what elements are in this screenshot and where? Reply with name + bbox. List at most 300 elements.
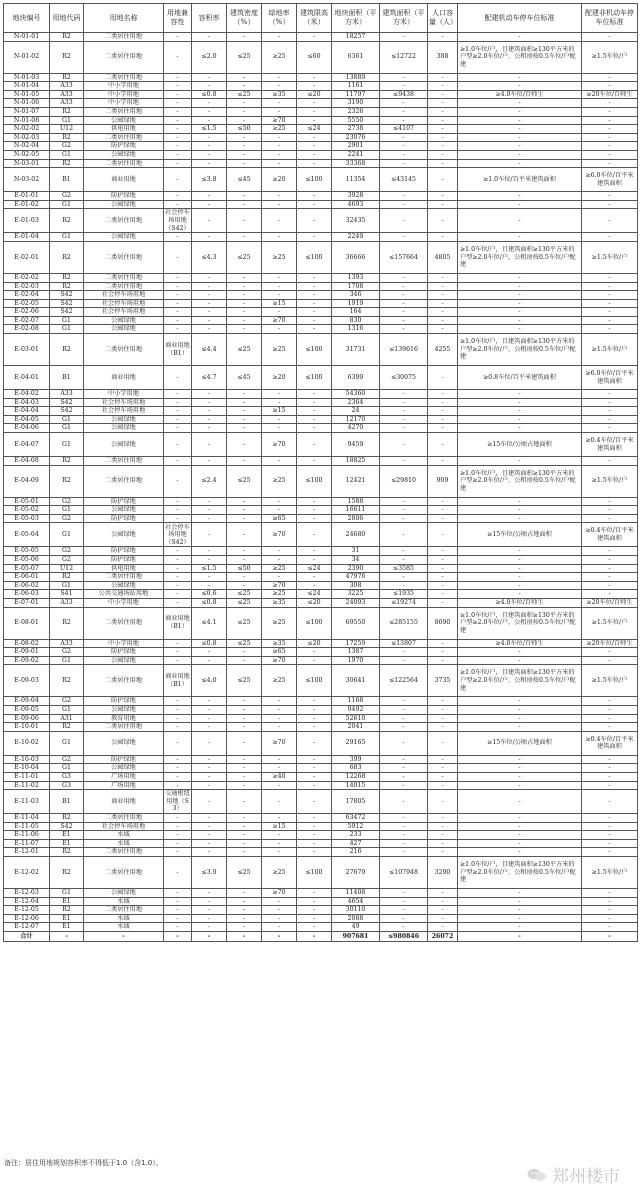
table-cell: - <box>262 923 297 932</box>
table-cell: 商业用地 <box>84 366 164 390</box>
table-cell: - <box>458 133 582 142</box>
table-cell: - <box>262 547 297 556</box>
table-cell: 47976 <box>332 573 380 582</box>
table-cell: - <box>164 200 192 209</box>
table-cell: - <box>380 133 428 142</box>
table-cell: A33 <box>50 598 84 607</box>
table-row <box>4 159 638 168</box>
table-cell: - <box>192 648 227 657</box>
table-cell: - <box>227 82 262 91</box>
table-cell: 广场用地 <box>84 781 164 790</box>
table-cell: - <box>262 33 297 42</box>
table-cell: - <box>164 241 192 273</box>
table-cell: - <box>164 656 192 665</box>
table-cell: - <box>227 781 262 790</box>
table-cell: - <box>164 150 192 159</box>
table-cell: - <box>297 82 332 91</box>
table-cell: 3928 <box>332 192 380 201</box>
table-cell: 公园绿地 <box>84 116 164 125</box>
table-cell: - <box>582 282 638 291</box>
table-cell: 社会停车场用地 <box>84 308 164 317</box>
table-cell: S42 <box>50 291 84 300</box>
table-cell: 36666 <box>332 241 380 273</box>
table-cell: - <box>262 192 297 201</box>
table-cell: - <box>297 457 332 466</box>
table-cell: - <box>582 308 638 317</box>
table-cell: ≤20 <box>297 639 332 648</box>
table-cell: - <box>164 564 192 573</box>
table-cell: - <box>582 814 638 823</box>
table-cell: - <box>380 714 428 723</box>
table-cell: - <box>380 648 428 657</box>
table-cell: G2 <box>50 755 84 764</box>
table-cell: 8690 <box>428 607 458 639</box>
table-cell: - <box>428 822 458 831</box>
table-cell: - <box>428 731 458 755</box>
table-cell: - <box>458 125 582 134</box>
table-cell: - <box>192 705 227 714</box>
table-cell: - <box>227 308 262 317</box>
table-cell: ≤24 <box>297 564 332 573</box>
table-cell: - <box>297 233 332 242</box>
table-cell: 水域 <box>84 831 164 840</box>
table-cell: ≤25 <box>227 465 262 497</box>
table-cell: - <box>297 192 332 201</box>
table-row <box>4 99 638 108</box>
table-cell: - <box>582 82 638 91</box>
table-cell: E-11-05 <box>4 822 50 831</box>
table-cell: - <box>164 398 192 407</box>
table-cell: - <box>192 772 227 781</box>
table-cell: ≤100 <box>297 607 332 639</box>
table-cell: - <box>262 325 297 334</box>
total-cell: - <box>192 932 227 942</box>
table-cell: ≤25 <box>227 665 262 697</box>
total-cell: - <box>582 932 638 942</box>
table-cell: - <box>582 415 638 424</box>
table-cell: - <box>458 82 582 91</box>
table-cell: - <box>428 200 458 209</box>
table-cell: - <box>458 705 582 714</box>
table-cell: G1 <box>50 764 84 773</box>
table-cell: - <box>262 142 297 151</box>
table-cell: ≤3.8 <box>192 168 227 192</box>
table-cell: - <box>192 73 227 82</box>
table-cell: 33368 <box>332 159 380 168</box>
table-cell: - <box>164 848 192 857</box>
table-cell: - <box>582 390 638 399</box>
table-row <box>4 407 638 416</box>
table-cell: - <box>458 772 582 781</box>
table-cell: - <box>458 316 582 325</box>
table-cell: 中小学用地 <box>84 82 164 91</box>
table-cell: ≥15 <box>262 299 297 308</box>
table-cell: - <box>428 914 458 923</box>
table-cell: E-08-02 <box>4 639 50 648</box>
table-cell: - <box>227 299 262 308</box>
table-cell: ≤25 <box>227 334 262 366</box>
table-cell: - <box>227 506 262 515</box>
table-cell: ≥70 <box>262 433 297 457</box>
table-cell: ≤24 <box>297 590 332 599</box>
table-cell: - <box>164 233 192 242</box>
table-cell: 1970 <box>332 656 380 665</box>
table-cell: - <box>380 282 428 291</box>
table-cell: - <box>192 897 227 906</box>
table-cell: - <box>380 159 428 168</box>
table-cell: - <box>582 398 638 407</box>
table-cell: - <box>164 168 192 192</box>
table-cell: - <box>380 233 428 242</box>
table-cell: - <box>164 506 192 515</box>
table-cell: - <box>582 325 638 334</box>
table-cell: - <box>428 497 458 506</box>
table-cell: - <box>227 116 262 125</box>
table-cell: E-12-03 <box>4 889 50 898</box>
table-cell: - <box>164 273 192 282</box>
table-cell: E-11-01 <box>4 772 50 781</box>
table-cell: - <box>297 839 332 848</box>
table-cell: - <box>428 116 458 125</box>
table-row <box>4 457 638 466</box>
table-cell: - <box>380 889 428 898</box>
table-cell: - <box>192 848 227 857</box>
table-cell: - <box>458 848 582 857</box>
table-cell: - <box>458 273 582 282</box>
table-cell: 683 <box>332 764 380 773</box>
table-cell: ≤25 <box>227 41 262 73</box>
table-cell: 二类居住用地 <box>84 133 164 142</box>
column-header: 绿地率（%） <box>262 4 297 33</box>
table-cell: E-01-03 <box>4 209 50 233</box>
table-cell: E-04-09 <box>4 465 50 497</box>
table-cell: E-07-01 <box>4 598 50 607</box>
table-cell: ≤25 <box>227 598 262 607</box>
table-cell: S42 <box>50 299 84 308</box>
table-row <box>4 914 638 923</box>
table-cell: 社会停车场用地 <box>84 822 164 831</box>
table-cell: ≥1.5车位/户 <box>582 857 638 889</box>
table-cell: N-01-05 <box>4 90 50 99</box>
table-row <box>4 514 638 523</box>
table-cell: G1 <box>50 233 84 242</box>
table-cell: ≤12722 <box>380 41 428 73</box>
table-cell: - <box>227 523 262 547</box>
table-cell: - <box>428 523 458 547</box>
table-cell: - <box>458 299 582 308</box>
table-cell: A31 <box>50 714 84 723</box>
table-body <box>4 33 638 932</box>
table-cell: - <box>192 325 227 334</box>
table-cell: - <box>458 723 582 732</box>
table-cell: 供电用地 <box>84 125 164 134</box>
table-cell: ≤9438 <box>380 90 428 99</box>
table-cell: 24680 <box>332 523 380 547</box>
table-cell: - <box>458 73 582 82</box>
table-cell: ≥1.5车位/户 <box>582 607 638 639</box>
table-cell: - <box>380 772 428 781</box>
table-cell: G3 <box>50 781 84 790</box>
table-cell: 二类居住用地 <box>84 465 164 497</box>
table-cell: - <box>428 547 458 556</box>
table-cell: ≥0.4车位/百平米建筑面积 <box>582 731 638 755</box>
table-cell: - <box>428 781 458 790</box>
table-cell: - <box>262 233 297 242</box>
table-cell: G1 <box>50 581 84 590</box>
table-cell: - <box>582 200 638 209</box>
table-cell: - <box>192 398 227 407</box>
table-cell: - <box>192 433 227 457</box>
table-cell: - <box>192 764 227 773</box>
table-cell: ≤3585 <box>380 564 428 573</box>
table-cell: ≤100 <box>297 465 332 497</box>
table-cell: - <box>582 99 638 108</box>
table-cell: ≥15车位/公顷占地面积 <box>458 433 582 457</box>
table-cell: 中小学用地 <box>84 390 164 399</box>
table-cell: 3190 <box>332 99 380 108</box>
table-cell: - <box>164 697 192 706</box>
table-cell: - <box>227 723 262 732</box>
table-cell: - <box>297 142 332 151</box>
table-cell: - <box>428 168 458 192</box>
table-cell: 二类居住用地 <box>84 906 164 915</box>
table-cell: 16611 <box>332 506 380 515</box>
table-cell: ≥70 <box>262 581 297 590</box>
table-row <box>4 192 638 201</box>
table-cell: - <box>380 814 428 823</box>
table-cell: N-01-08 <box>4 116 50 125</box>
table-cell: G1 <box>50 415 84 424</box>
table-cell: - <box>582 457 638 466</box>
table-cell: - <box>192 923 227 932</box>
table-cell: ≥1.5车位/户 <box>582 334 638 366</box>
table-cell: - <box>428 150 458 159</box>
table-cell: - <box>380 150 428 159</box>
table-cell: - <box>458 99 582 108</box>
table-cell: G2 <box>50 497 84 506</box>
table-cell: - <box>428 233 458 242</box>
table-cell: ≥15 <box>262 822 297 831</box>
table-cell: - <box>380 705 428 714</box>
table-cell: - <box>262 424 297 433</box>
table-cell: 233 <box>332 831 380 840</box>
table-cell: ≤100 <box>297 857 332 889</box>
table-cell: - <box>262 133 297 142</box>
table-cell: - <box>164 514 192 523</box>
table-cell: - <box>262 398 297 407</box>
table-cell: E-10-02 <box>4 731 50 755</box>
table-cell: - <box>428 316 458 325</box>
table-cell: - <box>582 772 638 781</box>
table-cell: - <box>192 906 227 915</box>
table-cell: N-03-01 <box>4 159 50 168</box>
table-row <box>4 831 638 840</box>
table-cell: - <box>164 556 192 565</box>
table-cell: - <box>192 656 227 665</box>
table-cell: - <box>227 107 262 116</box>
table-cell: - <box>164 897 192 906</box>
table-cell: - <box>428 506 458 515</box>
table-cell: S41 <box>50 590 84 599</box>
table-cell: - <box>227 831 262 840</box>
table-cell: - <box>227 398 262 407</box>
table-cell: - <box>164 107 192 116</box>
table-cell: - <box>428 82 458 91</box>
table-cell: ≤45 <box>227 366 262 390</box>
table-cell: - <box>164 923 192 932</box>
table-row <box>4 839 638 848</box>
table-cell: - <box>164 366 192 390</box>
table-cell: - <box>297 390 332 399</box>
table-cell: - <box>458 308 582 317</box>
table-row <box>4 299 638 308</box>
table-cell: - <box>380 316 428 325</box>
table-cell: R2 <box>50 465 84 497</box>
table-cell: - <box>297 547 332 556</box>
table-cell: N-01-01 <box>4 33 50 42</box>
table-cell: ≥1.5车位/户 <box>582 41 638 73</box>
table-cell: - <box>192 573 227 582</box>
table-cell: - <box>164 316 192 325</box>
table-cell: 388 <box>428 41 458 73</box>
table-cell: - <box>458 291 582 300</box>
table-cell: ≥4.0车位/百师生 <box>458 639 582 648</box>
table-cell: - <box>164 598 192 607</box>
table-cell: - <box>227 848 262 857</box>
table-cell: - <box>164 457 192 466</box>
table-cell: - <box>227 200 262 209</box>
table-cell: ≥4.0车位/百师生 <box>458 598 582 607</box>
table-cell: E-06-02 <box>4 581 50 590</box>
table-cell: E-11-04 <box>4 814 50 823</box>
table-cell: 17259 <box>332 639 380 648</box>
table-cell: - <box>582 897 638 906</box>
table-cell: - <box>262 573 297 582</box>
table-cell: 公园绿地 <box>84 506 164 515</box>
table-cell: E-02-05 <box>4 299 50 308</box>
table-cell: - <box>458 506 582 515</box>
table-cell: 13889 <box>332 73 380 82</box>
table-cell: - <box>192 497 227 506</box>
table-row <box>4 723 638 732</box>
table-cell: 9492 <box>332 705 380 714</box>
table-cell: - <box>164 723 192 732</box>
table-cell: 1588 <box>332 497 380 506</box>
table-cell: - <box>428 514 458 523</box>
footnote: 备注：居住用地规划容积率不得低于1.0（含1.0）。 <box>4 1159 163 1167</box>
column-header: 建筑面积（平方米） <box>380 4 428 33</box>
table-cell: ≥25 <box>262 665 297 697</box>
table-cell: - <box>458 457 582 466</box>
table-cell: - <box>380 73 428 82</box>
table-cell: - <box>380 906 428 915</box>
table-cell: 49 <box>332 923 380 932</box>
table-cell: - <box>458 814 582 823</box>
table-cell: ≤0.8 <box>192 639 227 648</box>
table-cell: 2738 <box>332 125 380 134</box>
table-cell: - <box>164 822 192 831</box>
table-cell: - <box>164 390 192 399</box>
table-cell: - <box>164 299 192 308</box>
table-cell: - <box>297 848 332 857</box>
table-cell: - <box>164 192 192 201</box>
table-cell: - <box>428 814 458 823</box>
table-cell: N-01-04 <box>4 82 50 91</box>
table-cell: - <box>458 159 582 168</box>
table-cell: 2901 <box>332 142 380 151</box>
table-cell: G2 <box>50 514 84 523</box>
table-cell: R2 <box>50 814 84 823</box>
table-cell: - <box>192 814 227 823</box>
table-cell: - <box>297 291 332 300</box>
table-cell: - <box>458 790 582 814</box>
table-cell: - <box>164 497 192 506</box>
table-cell: ≥35 <box>262 598 297 607</box>
table-cell: - <box>227 897 262 906</box>
table-row <box>4 273 638 282</box>
table-cell: S42 <box>50 398 84 407</box>
table-cell: N-02-02 <box>4 125 50 134</box>
table-cell: ≥1.5车位/户 <box>582 241 638 273</box>
table-row <box>4 556 638 565</box>
table-cell: - <box>164 424 192 433</box>
table-cell: 909 <box>428 465 458 497</box>
table-cell: - <box>428 125 458 134</box>
table-cell: E-06-01 <box>4 573 50 582</box>
table-cell: - <box>192 506 227 515</box>
table-cell: 水域 <box>84 923 164 932</box>
table-cell: ≥0.8车位/百平米建筑面积 <box>458 366 582 390</box>
table-cell: - <box>428 159 458 168</box>
table-row <box>4 581 638 590</box>
table-cell: 5550 <box>332 116 380 125</box>
total-cell: - <box>84 932 164 942</box>
table-cell: E-05-03 <box>4 514 50 523</box>
table-cell: - <box>297 99 332 108</box>
table-cell: - <box>227 209 262 233</box>
table-row <box>4 497 638 506</box>
wechat-icon <box>527 1168 547 1182</box>
table-cell: - <box>582 781 638 790</box>
table-cell: 二类居住用地 <box>84 209 164 233</box>
table-cell: E-04-01 <box>4 366 50 390</box>
total-cell: 合计 <box>4 932 50 942</box>
table-cell: - <box>458 407 582 416</box>
table-row <box>4 772 638 781</box>
table-cell: - <box>164 325 192 334</box>
table-cell: - <box>227 790 262 814</box>
table-cell: ≤0.8 <box>192 598 227 607</box>
table-cell: - <box>380 398 428 407</box>
table-cell: 32435 <box>332 209 380 233</box>
table-row <box>4 465 638 497</box>
table-cell: E-04-05 <box>4 415 50 424</box>
table-cell: - <box>428 415 458 424</box>
table-cell: ≥20 <box>262 168 297 192</box>
table-cell: - <box>297 273 332 282</box>
table-cell: E-04-02 <box>4 390 50 399</box>
table-cell: - <box>582 755 638 764</box>
table-cell: 社会停车场用地 <box>84 398 164 407</box>
table-cell: ≥70 <box>262 731 297 755</box>
table-cell: - <box>262 150 297 159</box>
table-cell: - <box>164 82 192 91</box>
table-row <box>4 116 638 125</box>
table-cell: - <box>297 209 332 233</box>
table-cell: - <box>192 209 227 233</box>
table-cell: 216 <box>332 848 380 857</box>
table-cell: - <box>458 282 582 291</box>
